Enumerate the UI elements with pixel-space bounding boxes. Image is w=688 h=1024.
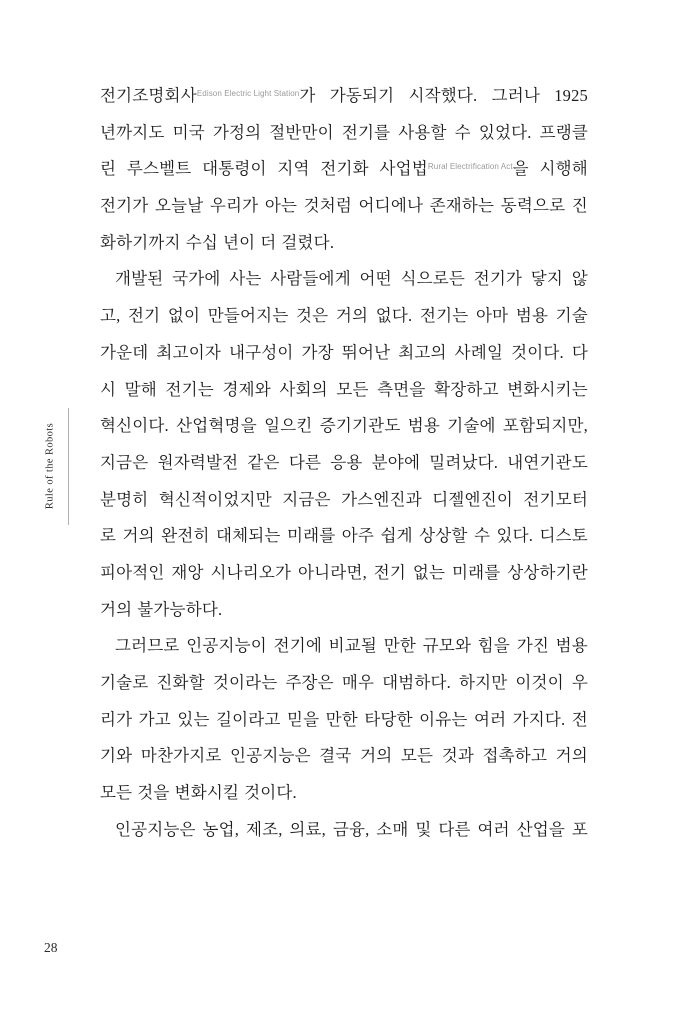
word: 인공지능은 <box>230 746 311 766</box>
text-line <box>100 151 588 188</box>
word: 년이 <box>222 232 256 252</box>
word: 상상하기란 <box>507 562 588 582</box>
text-line <box>100 78 588 115</box>
word: 디스토 <box>539 526 588 546</box>
word: 전기가 <box>473 269 523 289</box>
word: 진화할 <box>156 673 205 692</box>
word: 로 <box>100 526 117 546</box>
word: 측면을 <box>377 379 426 399</box>
text-line <box>100 445 588 482</box>
word: 년까지도 <box>100 122 165 142</box>
word: 인공지능이 <box>186 636 267 656</box>
word: 우 <box>571 673 588 692</box>
word: 기와 <box>100 746 133 766</box>
word: 다른 <box>438 819 471 839</box>
word: 의료, <box>289 819 327 839</box>
word: 것이다. <box>244 783 297 803</box>
word: 범용 <box>515 306 549 326</box>
word: 변화시키는 <box>507 379 588 399</box>
word: 만한 <box>325 709 358 729</box>
word: 것이라는 <box>212 673 278 692</box>
word: 접촉하고 <box>482 746 548 766</box>
word: 없다. <box>375 306 413 326</box>
word: 아니라면, <box>298 562 367 582</box>
text-line <box>100 298 588 335</box>
word: 기술 <box>555 306 588 326</box>
word: 최고이자 <box>156 342 221 362</box>
text-line <box>100 702 588 739</box>
word: 이유는 <box>419 709 468 729</box>
word: 시나리오가 <box>210 562 292 582</box>
word: 응용 <box>330 452 363 472</box>
word: 식으로든 <box>400 269 466 289</box>
word: 미국 <box>172 122 205 142</box>
word: 규모와 <box>422 636 472 656</box>
word: 거의 <box>555 746 588 766</box>
word: 타당한 <box>364 709 413 729</box>
word: 거의 <box>335 306 369 326</box>
word: 거의 <box>122 526 155 546</box>
word: 아주 <box>341 526 375 546</box>
word: 결국 <box>319 746 352 766</box>
word: 시행해 <box>539 159 588 179</box>
word: 매우 <box>341 673 375 692</box>
word: 사업법$^{Rural Electrification Act}$을 <box>379 159 529 179</box>
word: 어디에나 <box>358 196 424 216</box>
superscript-annotation: Edison Electric Light Station <box>196 89 300 98</box>
word: 것과 <box>441 746 474 766</box>
word: 지금은 <box>100 452 149 472</box>
word: 수 <box>454 122 471 142</box>
spine-rule <box>68 408 69 525</box>
text-line <box>100 408 588 445</box>
text-line <box>100 335 588 372</box>
word: 대통령이 <box>202 159 267 179</box>
word: 인공지능은 <box>115 819 196 839</box>
word: 여러 <box>477 819 510 839</box>
text-block <box>100 78 588 848</box>
word: 전기에 <box>273 636 322 656</box>
word: 전기를 <box>341 122 391 142</box>
word: 프랭클 <box>539 122 588 142</box>
word: 전 <box>571 709 588 729</box>
text-line <box>100 738 588 775</box>
word: 전기화 <box>320 159 369 179</box>
word: 것을 <box>137 783 170 803</box>
word: 그러나 <box>491 86 540 105</box>
word: 거의 <box>360 746 393 766</box>
word: 수 <box>473 526 491 546</box>
word: 길이라고 <box>216 709 281 729</box>
word: 만들어지는 <box>207 306 289 326</box>
word: 같은 <box>247 452 280 472</box>
word: 산업을 <box>516 819 565 839</box>
word: 걸렸다. <box>281 232 335 252</box>
word: 수십 <box>185 232 218 252</box>
word: 범용 <box>407 416 440 436</box>
word: 상상할 <box>419 526 468 546</box>
word: 가동되기 <box>329 86 395 105</box>
word: 진 <box>571 196 588 216</box>
word: 금융, <box>332 819 370 839</box>
word: 포함되지만, <box>502 416 588 436</box>
word: 이것이 <box>515 673 564 692</box>
word: 원자력발전 <box>157 452 239 472</box>
word: 사회의 <box>279 379 328 399</box>
word: 분야에 <box>371 452 421 472</box>
word: 여러 <box>473 709 507 729</box>
word: 아는 <box>264 196 298 216</box>
word: 전기 <box>373 562 407 582</box>
text-line <box>100 188 588 225</box>
word: 전기가 <box>100 196 149 216</box>
word: 다 <box>571 342 588 362</box>
word: 전기는 <box>165 379 214 399</box>
word: 대체되는 <box>216 526 281 546</box>
word: 변화시킬 <box>174 783 240 803</box>
word: 최고의 <box>398 342 447 362</box>
word: 전기는 <box>419 306 469 326</box>
word: 고, <box>100 306 121 326</box>
word: 가진 <box>516 636 549 656</box>
word: 분명히 <box>100 489 149 509</box>
word: 농업, <box>202 819 240 839</box>
word: 사례일 <box>454 342 504 362</box>
word: 피아적인 <box>100 562 165 582</box>
word: 재앙 <box>171 562 204 582</box>
word: 전기 <box>128 306 161 326</box>
word: 주장은 <box>285 673 334 692</box>
word: 개발된 <box>115 269 164 289</box>
word: 쉽게 <box>380 526 413 546</box>
word: 리가 <box>100 709 133 729</box>
word: 전기모터 <box>523 489 588 509</box>
word: 사람들에게 <box>270 269 351 289</box>
word: 있었다. <box>478 122 532 142</box>
word: 및 <box>415 819 432 839</box>
word: 가스엔진과 <box>341 489 422 509</box>
word: 마찬가지로 <box>140 746 222 766</box>
word: 내구성이 <box>228 342 294 362</box>
word: 소매 <box>376 819 409 839</box>
word: 거의 <box>100 599 133 619</box>
word: 다른 <box>288 452 322 472</box>
word: 없이 <box>167 306 201 326</box>
text-line <box>100 372 588 409</box>
word: 전기조명회사$^{Edison Electric Light Station}$가 <box>100 86 316 105</box>
word: 말해 <box>124 379 157 399</box>
word: 린 <box>100 159 117 179</box>
word: 지금은 <box>282 489 331 509</box>
word: 우리가 <box>209 196 259 216</box>
word: 제조, <box>245 819 283 839</box>
text-line <box>100 518 588 555</box>
word: 오늘날 <box>154 196 204 216</box>
word: 모든 <box>336 379 369 399</box>
word: 있는 <box>177 709 210 729</box>
word: 대범하다. <box>382 673 451 692</box>
word: 시 <box>100 379 117 399</box>
superscript-annotation: Rural Electrification Act <box>427 162 513 172</box>
word: 불가능하다. <box>137 599 223 619</box>
word: 미래를 <box>286 526 336 546</box>
word: 화하기까지 <box>100 232 181 252</box>
word: 사는 <box>229 269 262 289</box>
text-line <box>100 261 588 298</box>
word: 완전히 <box>161 526 210 546</box>
word: 산업혁명을 <box>176 416 257 436</box>
text-line <box>100 482 588 519</box>
word: 것은 <box>296 306 329 326</box>
text-line <box>100 115 588 152</box>
word: 가정의 <box>212 122 262 142</box>
word: 경제와 <box>222 379 271 399</box>
word: 밀려났다. <box>429 452 499 472</box>
word: 모든 <box>100 783 133 803</box>
word: 확장하고 <box>434 379 499 399</box>
word: 루스벨트 <box>126 159 192 179</box>
word: 국가에 <box>172 269 221 289</box>
word: 없는 <box>412 562 446 582</box>
word: 디젤엔진이 <box>432 489 513 509</box>
word: 하지만 <box>459 673 508 692</box>
text-line <box>100 665 588 702</box>
word: 않 <box>571 269 588 289</box>
word: 혁신이다. <box>100 416 169 436</box>
word: 범용 <box>555 636 588 656</box>
word: 닿지 <box>530 269 564 289</box>
page-number: 28 <box>44 940 58 955</box>
word: 더 <box>260 232 277 252</box>
text-line <box>100 225 588 262</box>
word: 것처럼 <box>303 196 353 216</box>
word: 동력으로 <box>500 196 566 216</box>
word: 그러므로 <box>115 636 180 656</box>
text-line <box>100 555 588 592</box>
word: 사용할 <box>398 122 447 142</box>
word: 힘을 <box>477 636 511 656</box>
word: 모든 <box>400 746 434 766</box>
text-line <box>100 812 588 849</box>
word: 가장 <box>301 342 334 362</box>
word: 존재하는 <box>429 196 495 216</box>
word: 시작했다. <box>408 86 478 105</box>
word: 비교될 <box>328 636 378 656</box>
word: 미래를 <box>451 562 501 582</box>
word: 지역 <box>277 159 310 179</box>
word: 것이다. <box>511 342 564 362</box>
word: 혁신적이었지만 <box>158 489 272 509</box>
word: 만한 <box>383 636 417 656</box>
text-line <box>100 628 588 665</box>
word: 1925 <box>554 86 588 105</box>
spine-title: Rule of the Robots <box>44 422 56 510</box>
word: 포 <box>571 819 588 839</box>
word: 가운데 <box>100 342 149 362</box>
word: 기술에 <box>447 416 496 436</box>
word: 믿을 <box>286 709 320 729</box>
word: 내연기관도 <box>507 452 588 472</box>
word: 어떤 <box>359 269 392 289</box>
word: 아마 <box>475 306 509 326</box>
word: 증기기관도 <box>319 416 401 436</box>
word: 절반만이 <box>269 122 334 142</box>
text-line <box>100 775 588 812</box>
word: 가지다. <box>512 709 566 729</box>
word: 일으킨 <box>264 416 313 436</box>
word: 가고 <box>138 709 171 729</box>
word: 뛰어난 <box>341 342 391 362</box>
word: 기술로 <box>100 673 149 692</box>
word: 있다. <box>496 526 534 546</box>
text-line <box>100 592 588 629</box>
